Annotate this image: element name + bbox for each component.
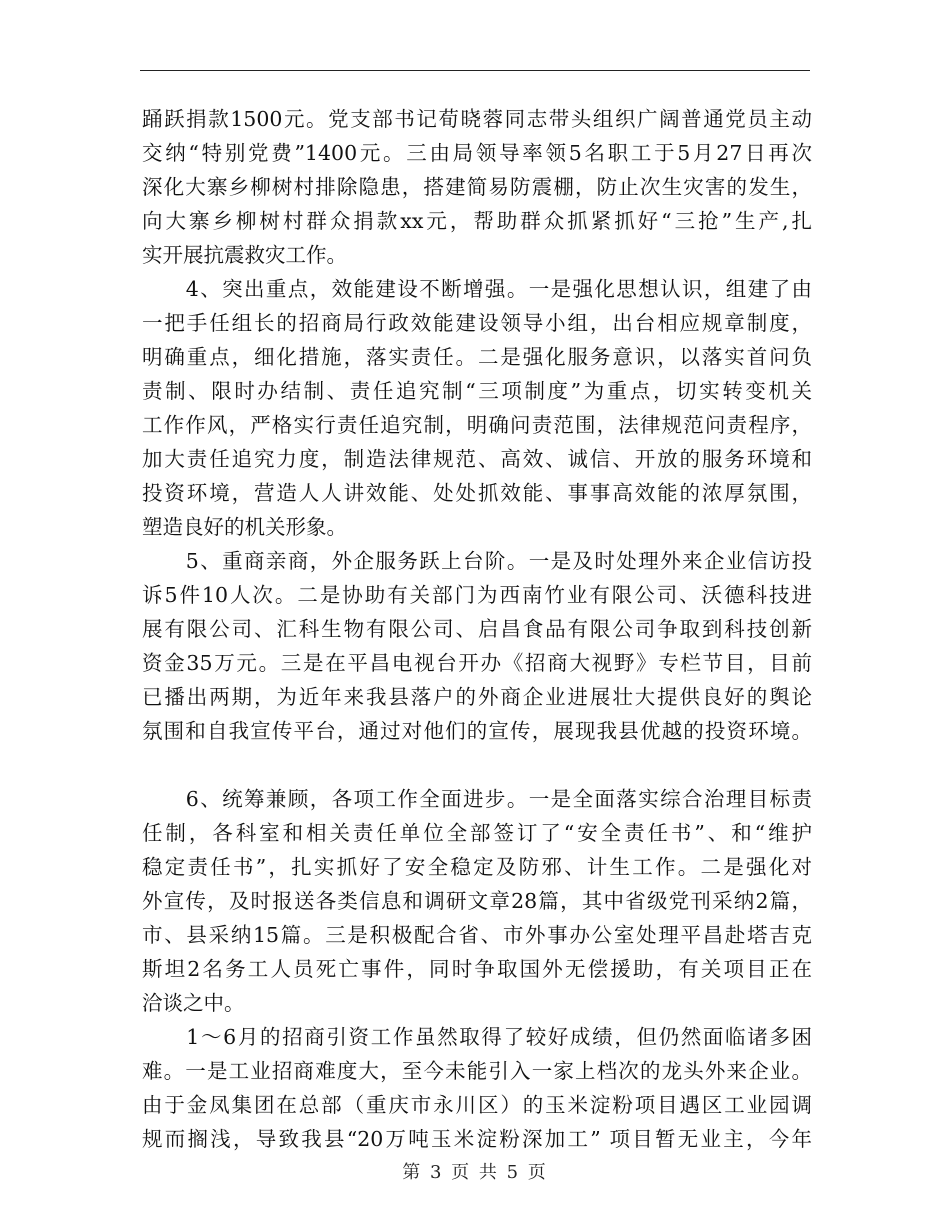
paragraph (142, 782, 812, 1020)
paragraph (142, 544, 812, 748)
text-line: 稳定责任书”，扎实抓好了安全稳定及防邪、计生工作。二是强化对 (142, 855, 812, 879)
page-number-footer: 第 3 页 共 5 页 (402, 1162, 548, 1183)
text-line: 交纳“特别党费”1400元。三由局领导率领5名职工于5月27日再次 (142, 141, 812, 165)
text-line: 4、突出重点，效能建设不断增强。一是强化思想认识，组建了由 (142, 277, 812, 301)
text-line: 踊跃捐款1500元。党支部书记荀晓蓉同志带头组织广阔普通党员主动 (142, 107, 812, 131)
text-line: 深化大寨乡柳树村排除隐患，搭建简易防震棚，防止次生灾害的发生， (142, 175, 812, 199)
paragraph (142, 102, 812, 272)
text-line: 斯坦2名务工人员死亡事件，同时争取国外无偿援助，有关项目正在 (142, 957, 812, 981)
text-line: 氛围和自我宣传平台，通过对他们的宣传，展现我县优越的投资环境。 (142, 719, 812, 743)
text-line: 加大责任追究力度，制造法律规范、高效、诚信、开放的服务环境和 (142, 447, 812, 471)
text-line: 市、县采纳15篇。三是积极配合省、市外事办公室处理平昌赴塔吉克 (142, 923, 812, 947)
text-line: 规而搁浅，导致我县“20万吨玉米淀粉深加工” 项目暂无业主，今年 (142, 1127, 812, 1151)
header-rule (140, 70, 810, 71)
text-line: 一把手任组长的招商局行政效能建设领导小组，出台相应规章制度， (142, 311, 812, 335)
text-line: 向大寨乡柳树村群众捐款xx元，帮助群众抓紧抓好“三抢”生产,扎 (142, 209, 812, 233)
text-line: 任制，各科室和相关责任单位全部签订了“安全责任书”、和“维护 (142, 821, 812, 845)
text-line: 责制、限时办结制、责任追究制“三项制度”为重点，切实转变机关 (142, 379, 812, 403)
text-line: 展有限公司、汇科生物有限公司、启昌食品有限公司争取到科技创新 (142, 617, 812, 641)
text-line: 诉5件10人次。二是协助有关部门为西南竹业有限公司、沃德科技进 (142, 583, 812, 607)
paragraph-spacer (142, 748, 812, 782)
text-line: 6、统筹兼顾，各项工作全面进步。一是全面落实综合治理目标责 (142, 787, 812, 811)
paragraph (142, 272, 812, 544)
document-body (142, 102, 812, 1156)
text-line: 投资环境，营造人人讲效能、处处抓效能、事事高效能的浓厚氛围， (142, 481, 812, 505)
text-line: 难。一是工业招商难度大，至今未能引入一家上档次的龙头外来企业。 (142, 1059, 812, 1083)
text-line: 实开展抗震救灾工作。 (142, 243, 347, 267)
text-line: 1～6月的招商引资工作虽然取得了较好成绩，但仍然面临诸多困 (142, 1025, 812, 1049)
text-line: 资金35万元。三是在平昌电视台开办《招商大视野》专栏节目，目前 (142, 651, 812, 675)
text-line: 塑造良好的机关形象。 (142, 515, 347, 539)
text-line: 明确重点，细化措施，落实责任。二是强化服务意识，以落实首问负 (142, 345, 812, 369)
text-line: 外宣传，及时报送各类信息和调研文章28篇，其中省级党刊采纳2篇， (142, 889, 812, 913)
text-line: 洽谈之中。 (142, 991, 245, 1015)
text-line: 5、重商亲商，外企服务跃上台阶。一是及时处理外来企业信访投 (142, 549, 812, 573)
text-line: 由于金凤集团在总部（重庆市永川区）的玉米淀粉项目遇区工业园调 (142, 1093, 812, 1117)
paragraph (142, 1020, 812, 1156)
text-line: 已播出两期，为近年来我县落户的外商企业进展壮大提供良好的舆论 (142, 685, 812, 709)
text-line: 工作作风，严格实行责任追究制，明确问责范围，法律规范问责程序， (142, 413, 812, 437)
